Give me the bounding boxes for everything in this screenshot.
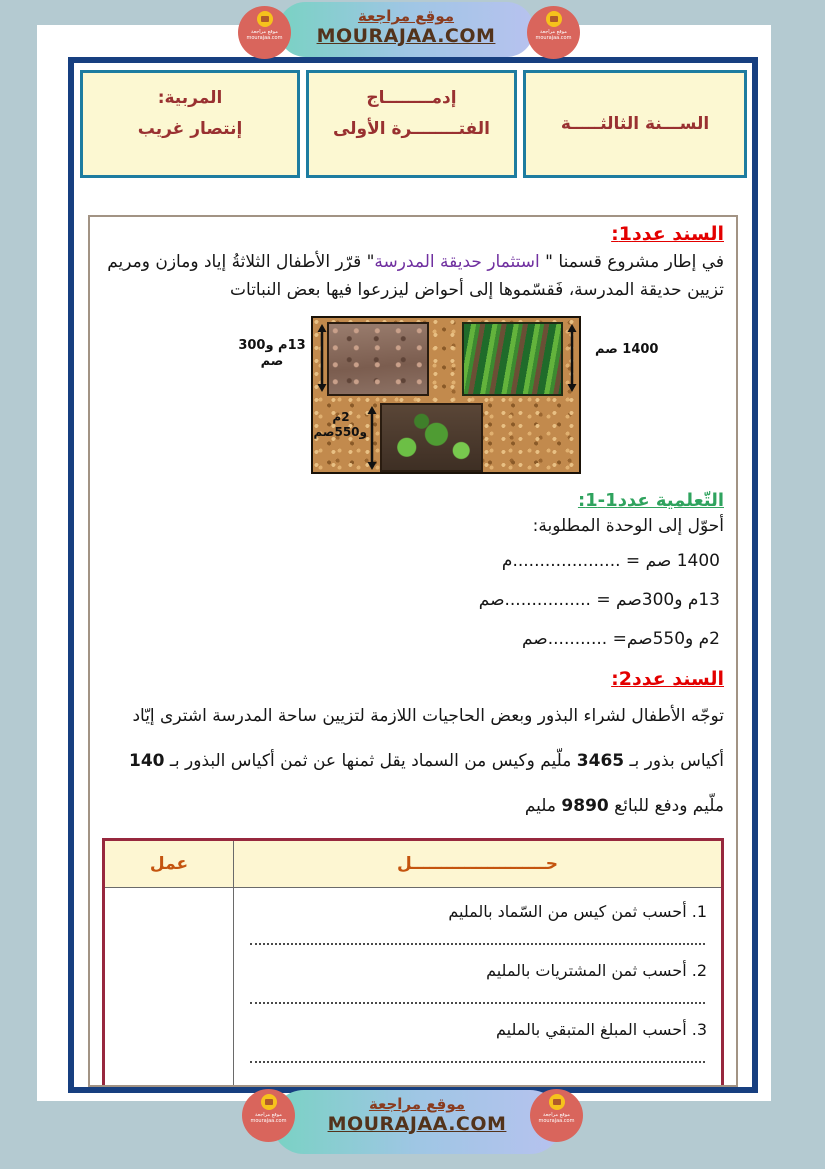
badge-text-arabic: موقع مراجعة [255,1112,282,1118]
book-logo-icon [257,11,273,27]
subject-line1: إدمــــــــاج [366,88,457,108]
measure-bottom-line2: و550صم [313,425,367,440]
site-logo-badge [530,1089,583,1142]
answer-line [250,1002,705,1004]
support2-seg1: توجّه الأطفال لشراء البذور وبعض الحاجيات اللازمة لتزيين ساحة المدرسة اشترى إيّاد أكياس بذور بـ [132,705,724,771]
garden-plot-image [311,316,581,474]
support2-title: السند عدد2: [611,667,724,690]
site-domain-link: MOURAJAA.COM [316,25,496,47]
header-info-table [80,70,747,178]
badge-text-arabic: موقع مراجعة [540,29,567,35]
seedlings-photo [380,403,483,472]
support1-highlight: استثمار حديقة المدرسة [374,252,540,272]
subject-line2: الفتــــــــرة الأولى [332,118,491,139]
teacher-name: إنتصار غريب [137,118,243,139]
question-item: 3. أحسب المبلغ المتبقي بالمليم [495,1019,707,1039]
vegetable-rows-photo [462,322,563,396]
work-column-header: عمل [104,839,234,887]
difference-value: 140 [129,750,165,771]
site-name-arabic: موقع مراجعة [357,7,455,25]
measure-left-line1: 13م و300 [238,338,306,354]
site-domain-link: MOURAJAA.COM [327,1113,507,1135]
solution-cell [234,887,723,1087]
support2-paragraph [102,694,724,829]
badge-text-arabic: موقع مراجعة [543,1112,570,1118]
conversion-line: 1400 صم = ....................م [501,550,720,571]
soil-plot-photo [327,322,429,396]
conversion-line: 13م و300صم = ................صم [478,589,720,610]
support2-seg2: ملّيم وكيس من السماد يقل ثمنها عن ثمن أكياس البذور بـ [164,750,577,771]
answer-line [250,1061,705,1063]
book-logo-icon [549,1094,565,1110]
measure-label-right: 1400 صم [595,342,659,358]
answer-line [250,943,705,945]
vertical-arrow-icon [566,324,578,392]
support1-text-after: " قرّر الأطفال الثلاثةُ إياد ومازن ومريم تزيين حديقة المدرسة، فَقسّموها إلى أحواض ليزرعوا فيها بعض النباتات [107,252,724,300]
site-logo-badge [527,6,580,59]
badge-text-domain: mourajaa.com [535,35,572,41]
solution-column-header: حـــــــــــــــــــــــل [234,839,723,887]
exercise-content-box [88,215,738,1087]
subject-cell [306,70,517,178]
question-item: 2. أحسب ثمن المشتريات بالمليم [486,960,707,980]
table-body-row [104,887,723,1087]
table-header-row [104,839,723,887]
solution-work-table [102,838,724,1087]
site-logo-badge [238,6,291,59]
teacher-cell [80,70,300,178]
activity1-instruction: أحوّل إلى الوحدة المطلوبة: [532,516,724,537]
paid-amount-value: 9890 [561,795,609,816]
conversion-line: 2م و550صم= ...........صم [521,628,720,649]
measure-label-left [236,338,308,371]
question-item: 1. أحسب ثمن كيس من السّماد بالمليم [448,901,707,921]
badge-text-domain: mourajaa.com [250,1118,287,1124]
book-logo-icon [261,1094,277,1110]
badge-text-domain: mourajaa.com [538,1118,575,1124]
book-logo-icon [546,11,562,27]
support2-seg4: مليم [524,795,562,816]
site-name-arabic: موقع مراجعة [368,1095,466,1113]
measure-bottom-line1: 2م [332,410,350,425]
garden-figure [102,314,724,478]
support1-text-before: في إطار مشروع قسمنا " [539,252,724,272]
support1-paragraph [102,249,724,304]
teacher-label: المربية: [157,88,223,108]
vertical-arrow-icon [366,406,378,470]
measure-left-line2: صم [260,354,284,370]
measure-label-bottom [315,410,367,440]
site-banner-bottom [272,1090,562,1154]
grade-label: الســـنة الثالثـــــة [560,113,710,134]
activity1-title: التّعلمية عدد1-1: [577,490,724,512]
site-banner-top [278,2,534,57]
badge-text-arabic: موقع مراجعة [251,29,278,35]
support2-seg3: ملّيم ودفع للبائع [608,795,724,816]
badge-text-domain: mourajaa.com [246,35,283,41]
price-seeds-value: 3465 [576,750,625,771]
support1-title: السند عدد1: [611,223,724,245]
work-cell-empty [104,887,234,1087]
grade-cell [523,70,747,178]
site-logo-badge [242,1089,295,1142]
